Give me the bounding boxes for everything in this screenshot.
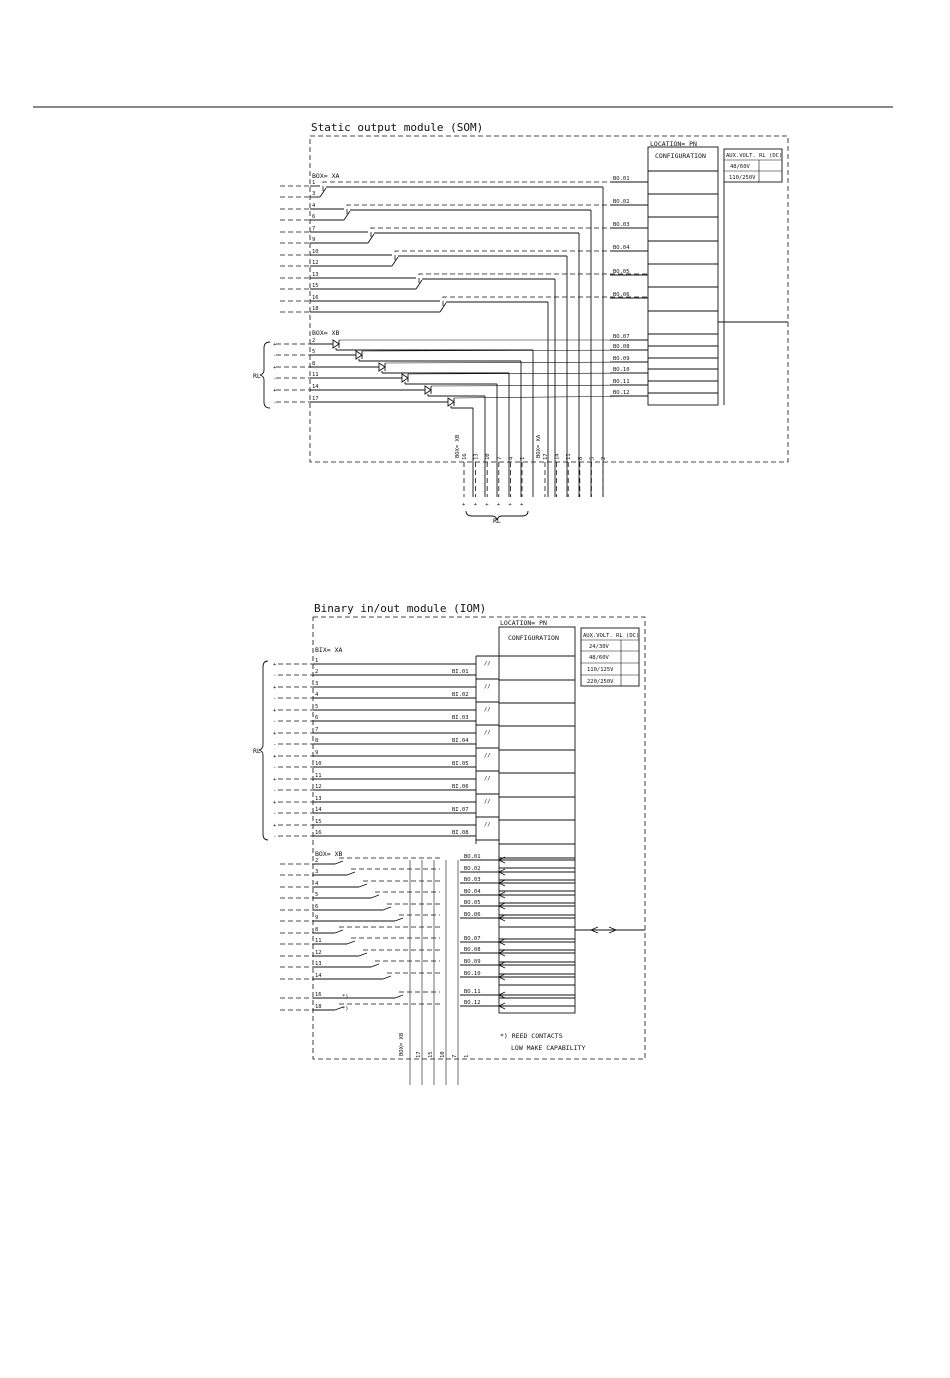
som-output-label: BO.04 (613, 245, 630, 251)
iom-box-xa-label: BIX= XA (315, 646, 343, 654)
som-xa-terminal: 18 (312, 306, 319, 312)
iom-section (253, 602, 645, 1085)
som-output-label: BO.10 (613, 367, 630, 373)
som-bottom-xa-terminal: 14 (554, 453, 561, 460)
iom-input-label: BI.08 (452, 830, 469, 836)
iom-output-label: BO.12 (464, 1000, 481, 1006)
som-bottom-xb-terminal: 16 (462, 453, 468, 460)
iom-reed-mark: *) (342, 1006, 349, 1012)
som-bottom-xa-terminal: 11 (566, 453, 573, 460)
iom-aux-row: 24/30V (589, 644, 609, 650)
som-static-switch-symbol (333, 340, 339, 348)
iom-xa-terminal: 10 (315, 761, 322, 767)
iom-opto-symbol: // (484, 799, 491, 805)
iom-xa-terminal: 4 (315, 692, 319, 698)
som-xa-terminal: 10 (312, 249, 319, 255)
iom-bottom-terminal: 15 (428, 1051, 434, 1058)
iom-relay-contact (395, 918, 403, 921)
som-xa-terminal: 16 (312, 295, 319, 301)
iom-opto-symbol: // (484, 776, 491, 782)
iom-polarity-sign: + (273, 685, 277, 691)
iom-opto-box (476, 725, 499, 748)
som-xa-terminal: 7 (312, 226, 316, 232)
iom-relay-contact (383, 976, 391, 979)
iom-polarity-sign: - (273, 788, 277, 794)
iom-output-label: BO.08 (464, 947, 481, 953)
som-polarity-sign: + (273, 365, 277, 371)
iom-opto-box (476, 771, 499, 794)
som-bottom-terminals (455, 434, 607, 508)
iom-input-label: BI.06 (452, 784, 469, 790)
som-location: LOCATION= PN (650, 140, 697, 148)
iom-xa-terminal: 16 (315, 830, 322, 836)
som-static-switch-symbol (448, 398, 454, 406)
som-xb-terminal: 14 (312, 384, 319, 390)
iom-polarity-sign: - (273, 811, 277, 817)
som-xb-terminal: 17 (312, 396, 319, 402)
som-boundary (310, 136, 788, 462)
som-section (253, 121, 788, 525)
som-xa-terminal: 12 (312, 260, 319, 266)
iom-xa-terminal: 12 (315, 784, 322, 790)
iom-aux-row: 48/60V (589, 655, 609, 661)
iom-polarity-sign: - (273, 742, 277, 748)
iom-xa-terminal: 15 (315, 819, 322, 825)
som-bottom-rl-label: RL (493, 517, 501, 525)
iom-opto-box (476, 817, 499, 840)
iom-output-label: BO.05 (464, 900, 481, 906)
som-coil-coupling (371, 228, 648, 237)
iom-relay-contact (335, 930, 343, 933)
iom-aux-header: AUX.VOLT. RL (DC) (583, 633, 640, 639)
som-bottom-box-xa: BOX= XA (536, 434, 542, 458)
som-bottom-xb-terminal: 7 (496, 456, 503, 460)
som-bottom-xb-terminal: 1 (520, 456, 526, 460)
iom-xb-terminal: 18 (315, 1004, 322, 1010)
som-box-xa-label: BOX= XA (312, 172, 340, 180)
iom-xa-terminal: 5 (315, 704, 319, 710)
som-output-label: BO.01 (613, 176, 630, 182)
iom-xa-terminal: 11 (315, 773, 322, 779)
iom-input-label: BI.01 (452, 669, 469, 675)
som-bottom-sign: + (520, 502, 524, 508)
som-static-switch-symbol (379, 363, 385, 371)
iom-input-label: BI.02 (452, 692, 469, 698)
som-output-label: BO.07 (613, 334, 630, 340)
iom-opto-symbol: // (484, 661, 491, 667)
iom-config-dividers (499, 656, 575, 998)
iom-note-line1: *) REED CONTACTS (500, 1032, 563, 1040)
iom-relay-contact (347, 941, 355, 944)
som-bottom-xa-terminal: 17 (543, 453, 549, 460)
iom-relay-contact (371, 895, 379, 898)
iom-opto-box (476, 656, 499, 679)
som-configuration-box (648, 147, 718, 405)
som-output-label: BO.02 (613, 199, 630, 205)
som-output-label: BO.11 (613, 379, 630, 385)
iom-opto-box (476, 748, 499, 771)
iom-xb-terminal: 6 (315, 904, 319, 910)
som-xa-terminal: 3 (312, 191, 316, 197)
iom-polarity-sign: - (273, 696, 277, 702)
iom-bottom-terminal: 7 (452, 1054, 458, 1058)
iom-xa-terminal: 14 (315, 807, 322, 813)
som-box-xb-label: BOX= XB (312, 329, 340, 337)
iom-configuration-label: CONFIGURATION (508, 634, 559, 642)
iom-xb-terminal: 2 (315, 858, 319, 864)
som-bottom-xb-terminal: 4 (508, 456, 515, 460)
iom-note-line2: LOW MAKE CAPABILITY (511, 1044, 586, 1052)
iom-bottom-terminal: 17 (416, 1051, 422, 1058)
som-output-label: BO.12 (613, 390, 630, 396)
iom-input-label: BI.05 (452, 761, 469, 767)
som-polarity-sign: - (273, 353, 277, 359)
iom-opto-box (476, 702, 499, 725)
som-xa-terminal: 13 (312, 272, 319, 278)
som-rl-brace (260, 342, 270, 408)
iom-location: LOCATION= PN (500, 619, 547, 627)
iom-polarity-sign: + (273, 731, 277, 737)
iom-bottom-terminal: 10 (440, 1051, 446, 1058)
iom-xb-terminal: 11 (315, 938, 322, 944)
iom-output-label: BO.07 (464, 936, 481, 942)
iom-xa-terminal: 3 (315, 681, 319, 687)
iom-polarity-sign: + (273, 777, 277, 783)
iom-xb-terminal: 4 (315, 881, 319, 887)
iom-output-label: BO.06 (464, 912, 481, 918)
iom-output-label: BO.01 (464, 854, 481, 860)
iom-xa-terminal: 8 (315, 738, 319, 744)
iom-output-label: BO.04 (464, 889, 481, 895)
som-rl-label: RL (253, 372, 261, 380)
som-bottom-sign: + (462, 502, 466, 508)
som-xa-terminal: 6 (312, 214, 316, 220)
iom-xb-terminal: 5 (315, 892, 319, 898)
som-xa-terminal: 15 (312, 283, 319, 289)
iom-xa-terminal: 13 (315, 796, 322, 802)
iom-polarity-sign: + (273, 823, 277, 829)
som-static-switch-symbol (356, 351, 362, 359)
iom-xb-terminal: 12 (315, 950, 322, 956)
iom-xb-wiring (280, 854, 575, 1012)
som-xa-terminal: 4 (312, 203, 316, 209)
som-bottom-xa-terminal: 8 (577, 456, 584, 460)
iom-xa-terminal: 9 (315, 750, 319, 756)
iom-opto-symbol: // (484, 753, 491, 759)
som-polarity-sign: + (273, 388, 277, 394)
iom-polarity-sign: + (273, 800, 277, 806)
iom-opto-symbol: // (484, 730, 491, 736)
som-xb-terminal: 11 (312, 372, 319, 378)
iom-xa-terminal: 7 (315, 727, 319, 733)
iom-xa-wiring (273, 656, 499, 844)
iom-relay-contact (395, 995, 403, 998)
som-output-link (385, 362, 648, 363)
iom-xa-terminal: 6 (315, 715, 319, 721)
iom-opto-box (476, 679, 499, 702)
iom-relay-contact (383, 907, 391, 910)
som-bottom-xa-terminal: 2 (601, 456, 607, 460)
iom-aux-row: 220/250V (587, 679, 614, 685)
som-aux-header: AUX.VOLT. RL (DC) (726, 153, 783, 159)
iom-polarity-sign: + (273, 708, 277, 714)
som-bottom-xa-terminal: 5 (589, 456, 596, 460)
iom-input-label: BI.04 (452, 738, 469, 744)
iom-relay-contact (359, 884, 367, 887)
som-aux-row: 110/250V (729, 175, 756, 181)
som-output-label: BO.08 (613, 344, 630, 350)
iom-input-label: BI.03 (452, 715, 469, 721)
iom-polarity-sign: + (273, 662, 277, 668)
iom-xb-terminal: 16 (315, 992, 322, 998)
som-static-switch-symbol (402, 374, 408, 382)
iom-relay-contact (359, 953, 367, 956)
som-output-label: BO.09 (613, 356, 630, 362)
iom-xb-terminal: 14 (315, 973, 322, 979)
iom-opto-box (476, 794, 499, 817)
som-xa-terminal: 1 (312, 180, 316, 186)
som-coil-coupling (395, 251, 648, 260)
som-title: Static output module (SOM) (311, 121, 484, 134)
iom-relay-contact (347, 872, 355, 875)
som-xb-terminal: 5 (312, 349, 316, 355)
som-polarity-sign: - (273, 376, 277, 382)
som-output-label: BO.06 (613, 292, 630, 298)
iom-bottom-terminal: 1 (464, 1054, 470, 1058)
iom-output-label: BO.02 (464, 866, 481, 872)
som-output-label: BO.03 (613, 222, 630, 228)
iom-xa-terminal: 2 (315, 669, 319, 675)
iom-output-label: BO.03 (464, 877, 481, 883)
iom-opto-symbol: // (484, 684, 491, 690)
som-bottom-sign: + (473, 502, 477, 508)
som-bottom-sign: + (508, 502, 512, 508)
som-bottom-sign: + (496, 502, 501, 508)
iom-xb-terminal: 13 (315, 961, 322, 967)
som-polarity-sign: - (273, 400, 277, 406)
som-xa-terminal: 9 (312, 237, 316, 243)
iom-output-label: BO.09 (464, 959, 481, 965)
iom-rl-label: RL (253, 747, 261, 755)
iom-polarity-sign: - (273, 765, 277, 771)
iom-polarity-sign: - (273, 673, 277, 679)
som-xb-terminal: 8 (312, 361, 316, 367)
som-static-switch-symbol (425, 386, 431, 394)
som-configuration-label: CONFIGURATION (655, 152, 706, 160)
som-bottom-xb-terminal: 13 (473, 453, 480, 460)
iom-polarity-sign: - (273, 719, 277, 725)
som-xb-terminal: 2 (312, 338, 316, 344)
iom-title: Binary in/out module (IOM) (314, 602, 487, 615)
iom-input-label: BI.07 (452, 807, 469, 813)
som-aux-row: 48/60V (730, 164, 750, 170)
som-bottom-xb-terminal: 10 (485, 453, 492, 460)
iom-reed-mark: *) (342, 994, 349, 1000)
iom-opto-symbol: // (484, 822, 491, 828)
iom-xa-terminal: 1 (315, 658, 319, 664)
iom-aux-row: 110/125V (587, 667, 614, 673)
iom-xb-terminal: 9 (315, 915, 319, 921)
iom-xb-terminal: 8 (315, 927, 319, 933)
iom-box-xb-label: BOX= XB (315, 850, 343, 858)
som-bottom-box-xb: BOX= XB (455, 434, 461, 458)
iom-polarity-sign: - (273, 834, 277, 840)
iom-bottom-terminals (399, 860, 470, 1085)
iom-polarity-sign: + (273, 754, 277, 760)
iom-relay-contact (335, 861, 343, 864)
iom-relay-contact (371, 964, 379, 967)
som-bottom-sign: + (485, 502, 489, 508)
iom-bottom-box-xb: BOX= XB (399, 1032, 405, 1056)
som-polarity-sign: + (273, 342, 277, 348)
som-coil-coupling (323, 182, 648, 191)
iom-output-label: BO.10 (464, 971, 481, 977)
som-config-dividers (648, 171, 718, 393)
iom-xb-terminal: 3 (315, 869, 319, 875)
iom-output-label: BO.11 (464, 989, 481, 995)
iom-opto-symbol: // (484, 707, 491, 713)
som-output-label: BO.05 (613, 269, 630, 275)
